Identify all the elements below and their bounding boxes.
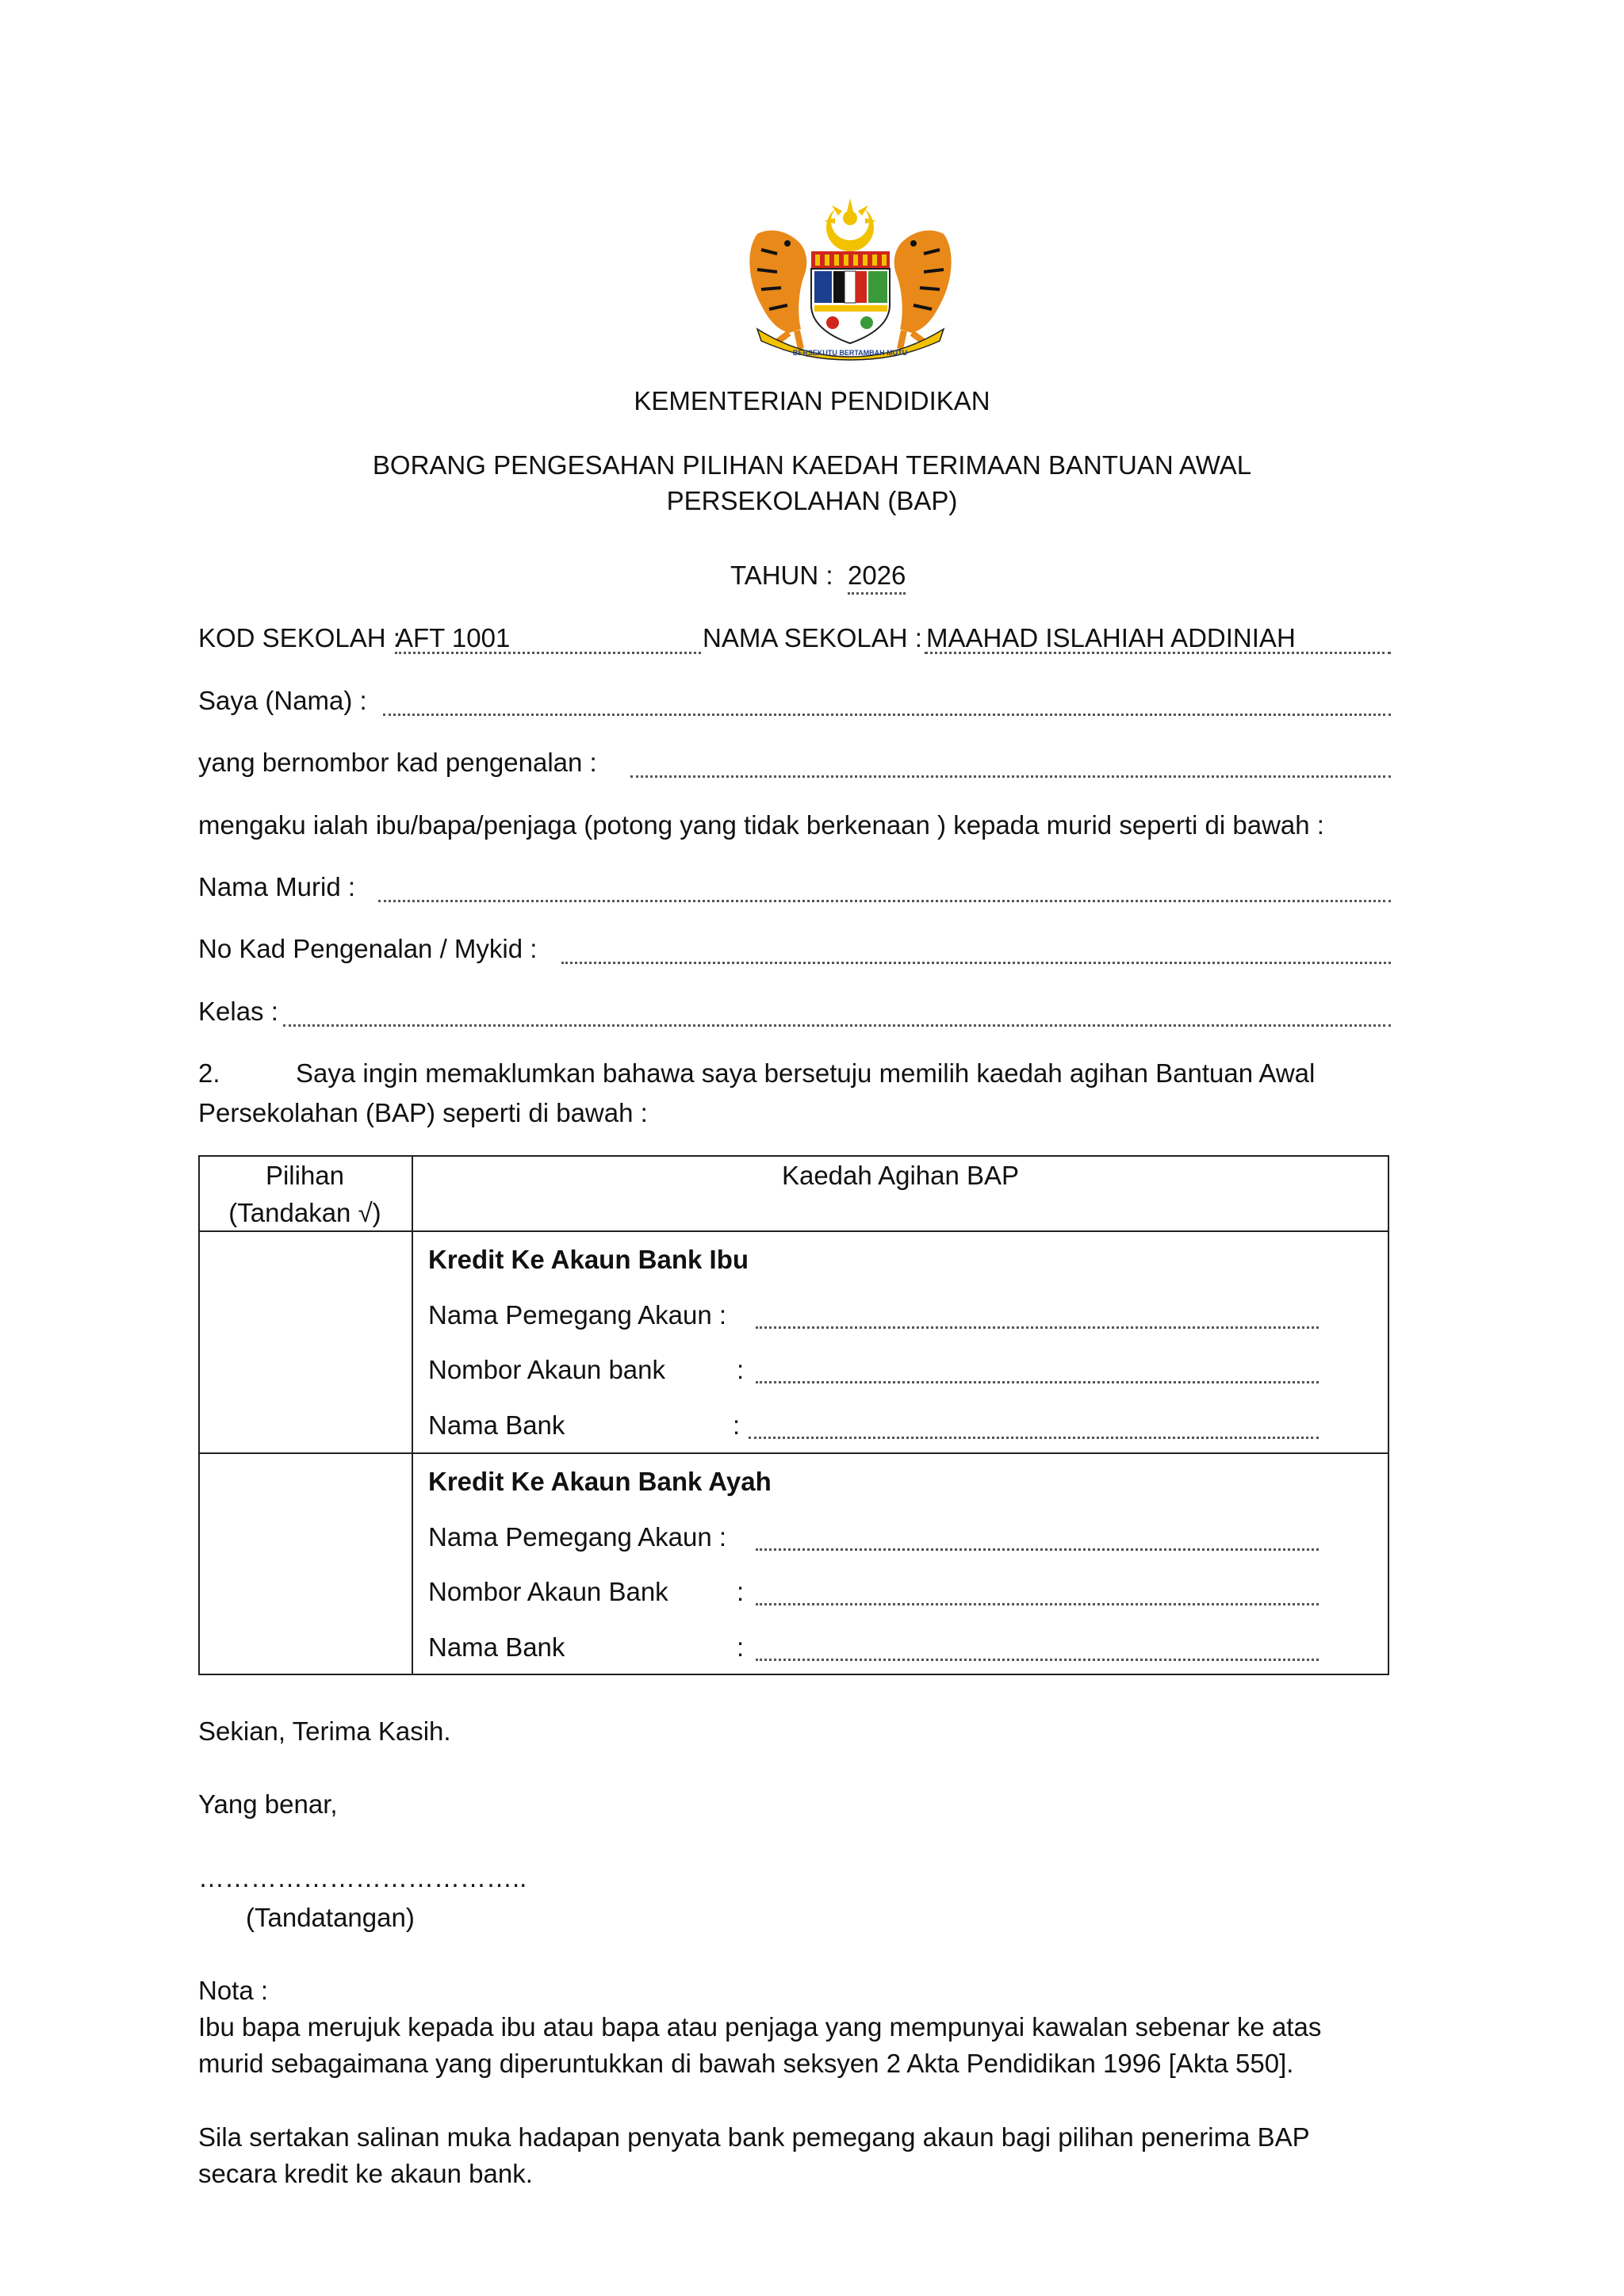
mother-bank-field[interactable] — [749, 1437, 1319, 1439]
year-value: 2026 — [848, 561, 906, 595]
school-name-label: NAMA SEKOLAH : — [703, 623, 922, 652]
school-name-line[interactable] — [925, 652, 1391, 654]
school-name-value: MAAHAD ISLAHIAH ADDINIAH — [926, 623, 1296, 652]
father-holder-label: Nama Pemegang Akaun : — [428, 1522, 727, 1552]
school-code-label: KOD SEKOLAH : — [198, 623, 400, 652]
choice-header-line1: Pilihan — [265, 1161, 345, 1190]
class-label: Kelas : — [198, 997, 278, 1026]
section2-line2: Persekolahan (BAP) seperti di bawah : — [198, 1098, 648, 1127]
closing-thanks: Sekian, Terima Kasih. — [198, 1716, 451, 1746]
mother-account-field[interactable] — [756, 1381, 1319, 1383]
student-ic-field[interactable] — [561, 962, 1391, 964]
school-code-value: AFT 1001 — [396, 623, 511, 652]
crescent-star-icon — [824, 198, 876, 251]
year-label: TAHUN : — [730, 561, 833, 590]
method-header: Kaedah Agihan BAP — [781, 1161, 1020, 1190]
parent-ic-field[interactable] — [630, 775, 1391, 778]
svg-text:BERSEKUTU BERTAMBAH MUTU: BERSEKUTU BERTAMBAH MUTU — [792, 349, 908, 357]
signature-line[interactable]: ……………………………….. — [198, 1863, 527, 1892]
notes-heading: Nota : — [198, 1976, 269, 2005]
ministry-heading: KEMENTERIAN PENDIDIKAN — [634, 386, 990, 415]
father-bank-field[interactable] — [756, 1659, 1319, 1661]
shield-icon — [811, 251, 890, 343]
father-account-field[interactable] — [756, 1603, 1319, 1605]
father-bank-colon: : — [737, 1632, 745, 1662]
student-name-label: Nama Murid : — [198, 872, 356, 901]
choice-cell-mother[interactable] — [200, 1232, 412, 1452]
mother-account-title: Kredit Ke Akaun Bank Ibu — [428, 1245, 749, 1274]
section2-number: 2. — [198, 1058, 220, 1088]
note1-line1: Ibu bapa merujuk kepada ibu atau bapa atau penjaga yang mempunyai kawalan sebenar ke atas — [198, 2012, 1322, 2042]
student-name-field[interactable] — [378, 900, 1391, 902]
parent-name-label: Saya (Nama) : — [198, 686, 367, 715]
father-holder-field[interactable] — [756, 1548, 1319, 1551]
parent-name-field[interactable] — [383, 714, 1391, 716]
bap-method-table — [198, 1155, 1389, 1675]
mother-account-label: Nombor Akaun bank — [428, 1355, 666, 1384]
form-title-line2: PERSEKOLAHAN (BAP) — [666, 486, 958, 515]
note2-line2: secara kredit ke akaun bank. — [198, 2159, 533, 2188]
student-ic-label: No Kad Pengenalan / Mykid : — [198, 934, 538, 963]
note1-line2: murid sebagaimana yang diperuntukkan di bawah seksyen 2 Akta Pendidikan 1996 [Akta 550]. — [198, 2049, 1294, 2078]
father-account-title: Kredit Ke Akaun Bank Ayah — [428, 1467, 772, 1496]
note2-line1: Sila sertakan salinan muka hadapan penyata bank pemegang akaun bagi pilihan penerima BAP — [198, 2122, 1310, 2152]
coat-of-arms-logo — [741, 194, 959, 361]
choice-header-line2: (Tandakan √) — [228, 1198, 381, 1227]
mother-holder-label: Nama Pemegang Akaun : — [428, 1300, 727, 1330]
declaration-statement: mengaku ialah ibu/bapa/penjaga (potong yang tidak berkenaan ) kepada murid seperti di bawah : — [198, 810, 1324, 840]
father-account-label: Nombor Akaun Bank — [428, 1577, 668, 1606]
mother-account-colon: : — [737, 1355, 745, 1384]
class-field[interactable] — [283, 1024, 1391, 1027]
parent-ic-label: yang bernombor kad pengenalan : — [198, 748, 597, 777]
father-account-colon: : — [737, 1577, 745, 1606]
mother-bank-colon: : — [733, 1410, 741, 1440]
mother-bank-label: Nama Bank — [428, 1410, 565, 1440]
choice-header — [198, 1157, 412, 1231]
closing-regards: Yang benar, — [198, 1789, 338, 1819]
section2-line1: Saya ingin memaklumkan bahawa saya bersetuju memilih kaedah agihan Bantuan Awal — [296, 1058, 1316, 1088]
choice-cell-father[interactable] — [200, 1454, 412, 1674]
father-bank-label: Nama Bank — [428, 1632, 565, 1662]
school-code-line[interactable] — [395, 652, 701, 654]
form-title-line1: BORANG PENGESAHAN PILIHAN KAEDAH TERIMAAN BANTUAN AWAL — [372, 450, 1252, 480]
signature-label: (Tandatangan) — [246, 1903, 415, 1932]
mother-holder-field[interactable] — [756, 1326, 1319, 1329]
